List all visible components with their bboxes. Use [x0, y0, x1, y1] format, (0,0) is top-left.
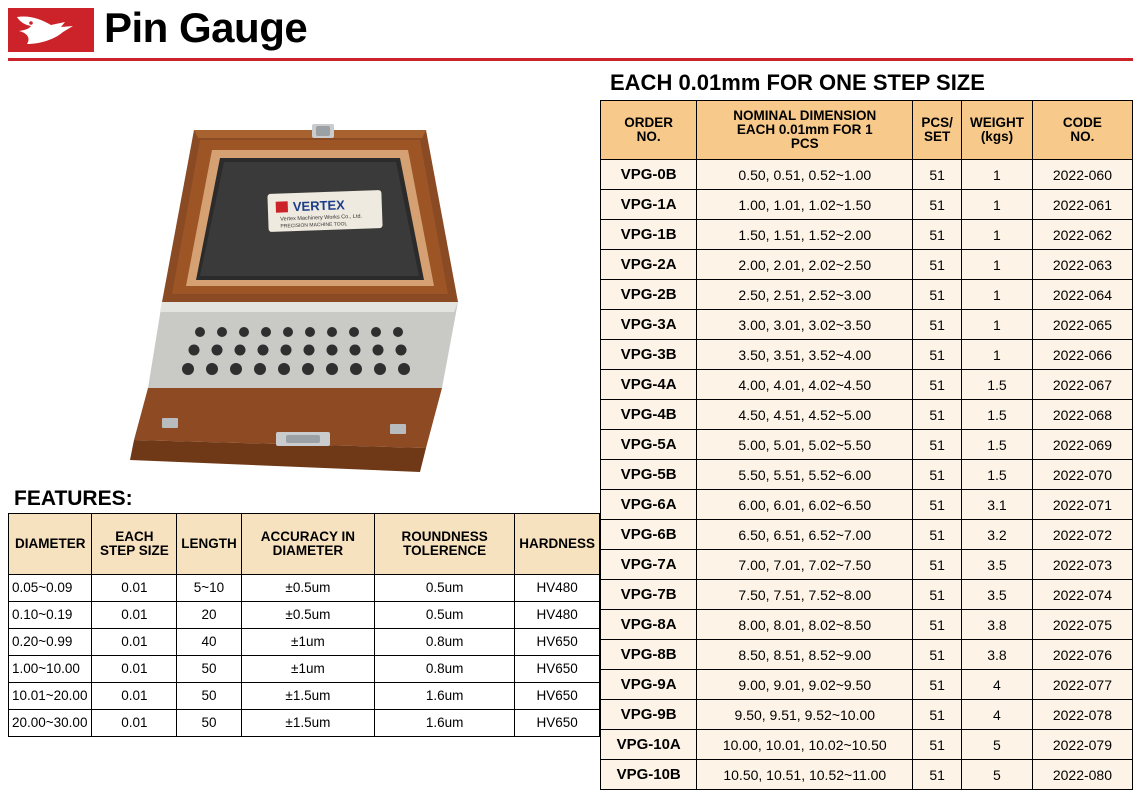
weight-cell: 3.8: [962, 640, 1033, 670]
table-row: [601, 550, 1133, 580]
features-cell: 0.01: [92, 656, 177, 683]
order-col-pcs-line2: SET: [924, 129, 951, 144]
order-no-cell: VPG-2B: [601, 280, 697, 310]
features-cell: 0.01: [92, 683, 177, 710]
nominal-dimension-cell: 4.50, 4.51, 4.52~5.00: [697, 400, 913, 430]
features-cell: 10.01~20.00: [9, 683, 92, 710]
table-row: [601, 520, 1133, 550]
order-no-cell: VPG-8A: [601, 610, 697, 640]
order-no-cell: VPG-3A: [601, 310, 697, 340]
code-no-cell: 2022-072: [1032, 520, 1132, 550]
code-no-cell: 2022-061: [1032, 190, 1132, 220]
nominal-dimension-cell: 5.50, 5.51, 5.52~6.00: [697, 460, 913, 490]
weight-cell: 1.5: [962, 460, 1033, 490]
weight-cell: 3.8: [962, 610, 1033, 640]
order-col-nominal-line2: EACH 0.01mm FOR 1: [736, 122, 873, 137]
table-row: [601, 280, 1133, 310]
features-cell: HV480: [515, 575, 600, 602]
table-row: [601, 310, 1133, 340]
nominal-dimension-cell: 1.50, 1.51, 1.52~2.00: [697, 220, 913, 250]
table-row: [601, 700, 1133, 730]
order-no-cell: VPG-10B: [601, 760, 697, 790]
pcs-set-cell: 51: [913, 220, 962, 250]
weight-cell: 1: [962, 220, 1033, 250]
order-no-cell: VPG-6A: [601, 490, 697, 520]
pcs-set-cell: 51: [913, 700, 962, 730]
order-col-code-line2: NO.: [1070, 129, 1095, 144]
nominal-dimension-cell: 1.00, 1.01, 1.02~1.50: [697, 190, 913, 220]
page-header: [0, 0, 1141, 62]
nominal-dimension-cell: 6.50, 6.51, 6.52~7.00: [697, 520, 913, 550]
order-header-row: [601, 101, 1133, 160]
features-cell: 1.00~10.00: [9, 656, 92, 683]
features-cell: 0.01: [92, 710, 177, 737]
code-no-cell: 2022-067: [1032, 370, 1132, 400]
features-cell: 0.01: [92, 602, 177, 629]
table-row: [601, 460, 1133, 490]
order-col-order-no-line2: NO.: [636, 129, 661, 144]
table-row: [9, 710, 600, 737]
pcs-set-cell: 51: [913, 280, 962, 310]
nominal-dimension-cell: 8.50, 8.51, 8.52~9.00: [697, 640, 913, 670]
code-no-cell: 2022-078: [1032, 700, 1132, 730]
features-cell: HV650: [515, 656, 600, 683]
features-cell: 1.6um: [375, 683, 515, 710]
order-heading: EACH 0.01mm FOR ONE STEP SIZE: [610, 70, 985, 95]
features-cell: 0.10~0.19: [9, 602, 92, 629]
features-cell: ±1um: [241, 629, 374, 656]
weight-cell: 1.5: [962, 370, 1033, 400]
weight-cell: 1: [962, 160, 1033, 190]
features-cell: 0.05~0.09: [9, 575, 92, 602]
order-col-nominal-line3: PCS: [790, 136, 819, 151]
product-photo: [90, 88, 510, 488]
weight-cell: 3.1: [962, 490, 1033, 520]
table-row: [9, 602, 600, 629]
nominal-dimension-cell: 4.00, 4.01, 4.02~4.50: [697, 370, 913, 400]
table-row: [601, 340, 1133, 370]
svg-text:Vertex Machinery Works Co., Lt: Vertex Machinery Works Co., Ltd.: [280, 213, 363, 223]
pcs-set-cell: 51: [913, 520, 962, 550]
features-col-length: LENGTH: [177, 514, 242, 575]
code-no-cell: 2022-068: [1032, 400, 1132, 430]
order-col-weight: [962, 101, 1033, 160]
pcs-set-cell: 51: [913, 370, 962, 400]
nominal-dimension-cell: 10.00, 10.01, 10.02~10.50: [697, 730, 913, 760]
code-no-cell: 2022-073: [1032, 550, 1132, 580]
code-no-cell: 2022-063: [1032, 250, 1132, 280]
order-no-cell: VPG-1A: [601, 190, 697, 220]
features-cell: ±0.5um: [241, 602, 374, 629]
nominal-dimension-cell: 10.50, 10.51, 10.52~11.00: [697, 760, 913, 790]
features-cell: 50: [177, 683, 242, 710]
pcs-set-cell: 51: [913, 190, 962, 220]
code-no-cell: 2022-060: [1032, 160, 1132, 190]
weight-cell: 3.5: [962, 550, 1033, 580]
table-row: [601, 670, 1133, 700]
code-no-cell: 2022-066: [1032, 340, 1132, 370]
brand-logo: [8, 8, 94, 52]
order-no-cell: VPG-4A: [601, 370, 697, 400]
pcs-set-cell: 51: [913, 460, 962, 490]
table-row: [601, 610, 1133, 640]
order-no-cell: VPG-5B: [601, 460, 697, 490]
features-col-roundness: ROUNDNESS TOLERENCE: [375, 514, 515, 575]
pcs-set-cell: 51: [913, 490, 962, 520]
table-row: [9, 683, 600, 710]
features-cell: HV650: [515, 629, 600, 656]
code-no-cell: 2022-076: [1032, 640, 1132, 670]
order-col-pcs-set: [913, 101, 962, 160]
weight-cell: 1: [962, 340, 1033, 370]
features-cell: ±1um: [241, 656, 374, 683]
pcs-set-cell: 51: [913, 400, 962, 430]
features-cell: 0.01: [92, 629, 177, 656]
weight-cell: 1: [962, 310, 1033, 340]
nominal-dimension-cell: 2.00, 2.01, 2.02~2.50: [697, 250, 913, 280]
weight-cell: 1: [962, 280, 1033, 310]
order-no-cell: VPG-7B: [601, 580, 697, 610]
order-no-cell: VPG-10A: [601, 730, 697, 760]
features-cell: 50: [177, 656, 242, 683]
features-cell: HV650: [515, 683, 600, 710]
table-row: [9, 656, 600, 683]
pcs-set-cell: 51: [913, 640, 962, 670]
order-no-cell: VPG-9A: [601, 670, 697, 700]
pcs-set-cell: 51: [913, 340, 962, 370]
order-body: [601, 160, 1133, 790]
table-row: [601, 760, 1133, 790]
code-no-cell: 2022-071: [1032, 490, 1132, 520]
order-col-nominal-line1: NOMINAL DIMENSION: [733, 108, 877, 123]
code-no-cell: 2022-070: [1032, 460, 1132, 490]
order-no-cell: VPG-4B: [601, 400, 697, 430]
table-row: [601, 430, 1133, 460]
pcs-set-cell: 51: [913, 430, 962, 460]
features-cell: HV650: [515, 710, 600, 737]
table-row: [601, 490, 1133, 520]
weight-cell: 1: [962, 190, 1033, 220]
order-col-nominal: [697, 101, 913, 160]
nominal-dimension-cell: 3.50, 3.51, 3.52~4.00: [697, 340, 913, 370]
nominal-dimension-cell: 9.50, 9.51, 9.52~10.00: [697, 700, 913, 730]
order-no-cell: VPG-8B: [601, 640, 697, 670]
order-col-order-no: [601, 101, 697, 160]
weight-cell: 5: [962, 760, 1033, 790]
features-cell: 20: [177, 602, 242, 629]
order-no-cell: VPG-2A: [601, 250, 697, 280]
weight-cell: 3.5: [962, 580, 1033, 610]
features-cell: 0.8um: [375, 629, 515, 656]
features-cell: 1.6um: [375, 710, 515, 737]
order-col-weight-line1: WEIGHT: [969, 115, 1024, 130]
pcs-set-cell: 51: [913, 310, 962, 340]
eagle-head-logo-icon: [15, 13, 87, 47]
features-header-row: [9, 514, 600, 575]
code-no-cell: 2022-069: [1032, 430, 1132, 460]
pcs-set-cell: 51: [913, 250, 962, 280]
nominal-dimension-cell: 6.00, 6.01, 6.02~6.50: [697, 490, 913, 520]
nominal-dimension-cell: 9.00, 9.01, 9.02~9.50: [697, 670, 913, 700]
table-row: [601, 400, 1133, 430]
nominal-dimension-cell: 7.00, 7.01, 7.02~7.50: [697, 550, 913, 580]
features-cell: 0.20~0.99: [9, 629, 92, 656]
table-row: [601, 220, 1133, 250]
nominal-dimension-cell: 7.50, 7.51, 7.52~8.00: [697, 580, 913, 610]
pcs-set-cell: 51: [913, 730, 962, 760]
table-row: [601, 640, 1133, 670]
weight-cell: 4: [962, 670, 1033, 700]
order-no-cell: VPG-5A: [601, 430, 697, 460]
features-body: [9, 575, 600, 737]
table-row: [9, 575, 600, 602]
weight-cell: 1.5: [962, 430, 1033, 460]
features-col-diameter: DIAMETER: [9, 514, 92, 575]
features-cell: 0.01: [92, 575, 177, 602]
order-no-cell: VPG-1B: [601, 220, 697, 250]
order-no-cell: VPG-0B: [601, 160, 697, 190]
code-no-cell: 2022-064: [1032, 280, 1132, 310]
features-cell: ±0.5um: [241, 575, 374, 602]
code-no-cell: 2022-080: [1032, 760, 1132, 790]
nominal-dimension-cell: 5.00, 5.01, 5.02~5.50: [697, 430, 913, 460]
weight-cell: 5: [962, 730, 1033, 760]
features-cell: 0.5um: [375, 575, 515, 602]
header-divider: [8, 58, 1133, 61]
order-no-cell: VPG-6B: [601, 520, 697, 550]
order-col-code-line1: CODE: [1062, 115, 1102, 130]
features-cell: ±1.5um: [241, 710, 374, 737]
weight-cell: 1: [962, 250, 1033, 280]
nominal-dimension-cell: 3.00, 3.01, 3.02~3.50: [697, 310, 913, 340]
features-heading: FEATURES:: [14, 487, 133, 510]
code-no-cell: 2022-065: [1032, 310, 1132, 340]
table-row: [601, 250, 1133, 280]
weight-cell: 4: [962, 700, 1033, 730]
features-cell: HV480: [515, 602, 600, 629]
svg-text:PRECISION MACHINE TOOL: PRECISION MACHINE TOOL: [280, 221, 348, 230]
table-row: [601, 370, 1133, 400]
pcs-set-cell: 51: [913, 580, 962, 610]
features-cell: 5~10: [177, 575, 242, 602]
pcs-set-cell: 51: [913, 760, 962, 790]
code-no-cell: 2022-077: [1032, 670, 1132, 700]
weight-cell: 3.2: [962, 520, 1033, 550]
order-col-code-no: [1032, 101, 1132, 160]
features-cell: 40: [177, 629, 242, 656]
order-table: [600, 100, 1133, 790]
table-row: [601, 190, 1133, 220]
features-cell: 0.8um: [375, 656, 515, 683]
nominal-dimension-cell: 2.50, 2.51, 2.52~3.00: [697, 280, 913, 310]
features-table: [8, 513, 600, 737]
table-row: [601, 160, 1133, 190]
svg-text:VERTEX: VERTEX: [292, 197, 346, 215]
order-col-weight-line2: (kgs): [980, 129, 1014, 144]
features-cell: ±1.5um: [241, 683, 374, 710]
order-col-pcs-line1: PCS/: [921, 115, 953, 130]
features-cell: 0.5um: [375, 602, 515, 629]
order-col-order-no-line1: ORDER: [624, 115, 674, 130]
nominal-dimension-cell: 8.00, 8.01, 8.02~8.50: [697, 610, 913, 640]
features-cell: 20.00~30.00: [9, 710, 92, 737]
pcs-set-cell: 51: [913, 670, 962, 700]
pcs-set-cell: 51: [913, 550, 962, 580]
features-col-accuracy: ACCURACY IN DIAMETER: [241, 514, 374, 575]
code-no-cell: 2022-074: [1032, 580, 1132, 610]
pcs-set-cell: 51: [913, 610, 962, 640]
code-no-cell: 2022-075: [1032, 610, 1132, 640]
order-no-cell: VPG-9B: [601, 700, 697, 730]
code-no-cell: 2022-062: [1032, 220, 1132, 250]
nominal-dimension-cell: 0.50, 0.51, 0.52~1.00: [697, 160, 913, 190]
table-row: [601, 580, 1133, 610]
features-col-hardness: HARDNESS: [515, 514, 600, 575]
order-no-cell: VPG-7A: [601, 550, 697, 580]
weight-cell: 1.5: [962, 400, 1033, 430]
order-no-cell: VPG-3B: [601, 340, 697, 370]
page-title: Pin Gauge: [104, 4, 308, 51]
table-row: [601, 730, 1133, 760]
table-row: [9, 629, 600, 656]
features-cell: 50: [177, 710, 242, 737]
features-col-step-size: EACH STEP SIZE: [92, 514, 177, 575]
pcs-set-cell: 51: [913, 160, 962, 190]
code-no-cell: 2022-079: [1032, 730, 1132, 760]
